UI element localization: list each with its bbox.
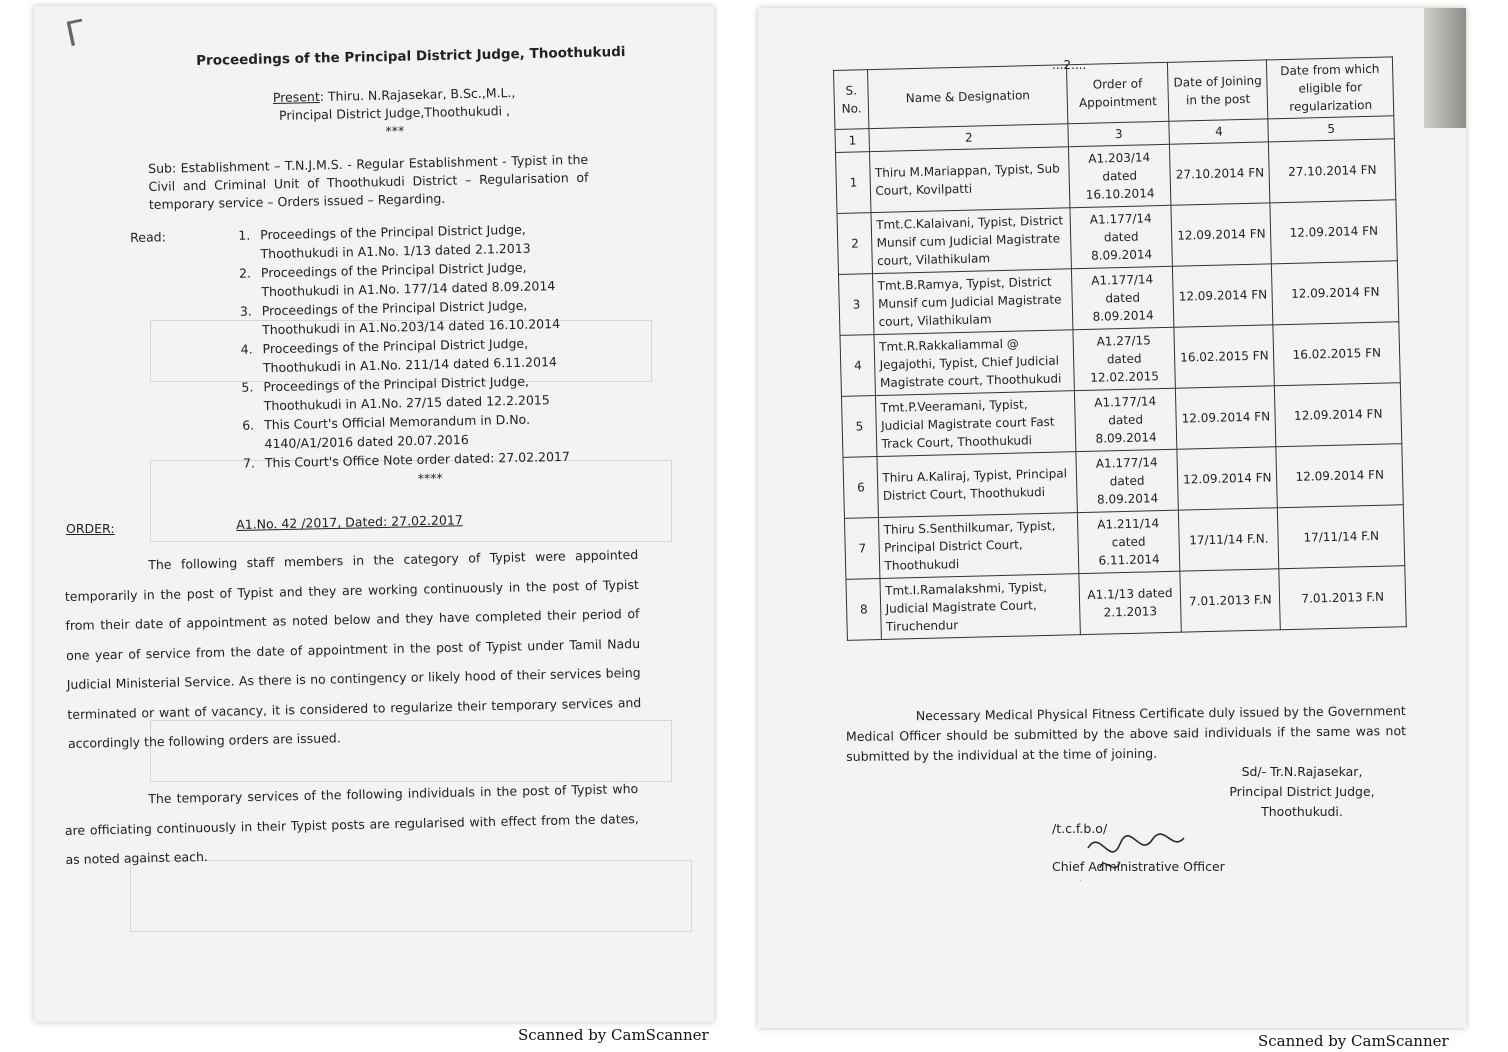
cell-eligible-date: 12.09.2014 FN bbox=[1276, 444, 1403, 508]
page-number: ...2.... bbox=[1052, 58, 1087, 72]
signatory-post: Principal District Judge, bbox=[1229, 784, 1375, 799]
cell-joining-date: 7.01.2013 F.N bbox=[1180, 569, 1281, 632]
present-block bbox=[224, 83, 565, 144]
cell-name: Tmt.R.Rakkaliammal @ Jegajothi, Typist, Chief Judicial Magistrate court, Thoothukudi bbox=[874, 330, 1074, 396]
background-edge bbox=[1424, 8, 1466, 128]
cell-eligible-date: 12.09.2014 FN bbox=[1270, 200, 1397, 264]
present-label: Present bbox=[272, 88, 320, 105]
cell-order: A1.177/14 dated 8.09.2014 bbox=[1074, 388, 1177, 451]
present-name: : Thiru. N.Rajasekar, B.Sc.,M.L., bbox=[319, 84, 516, 104]
cell-eligible-date: 27.10.2014 FN bbox=[1269, 139, 1396, 203]
read-item: 3. Proceedings of the Principal District Judge, Thoothukudi in A1.No.203/14 dated 16.10.2014 bbox=[256, 294, 603, 339]
scanner-footer: Scanned by CamScanner bbox=[518, 1026, 709, 1044]
cell-order: A1.1/13 dated 2.1.2013 bbox=[1079, 571, 1182, 634]
column-number: 2 bbox=[869, 124, 1068, 152]
cell-sno: 8 bbox=[846, 578, 882, 640]
cell-order: A1.211/14 cated 6.11.2014 bbox=[1077, 510, 1180, 573]
column-header: Date from which eligible for regularization bbox=[1267, 57, 1394, 119]
read-label: Read: bbox=[130, 229, 166, 245]
cell-eligible-date: 12.09.2014 FN bbox=[1272, 261, 1399, 325]
column-header: Order of Appointment bbox=[1066, 62, 1169, 123]
order-reference: A1.No. 42 /2017, Dated: 27.02.2017 bbox=[236, 512, 463, 532]
read-item: 6. This Court's Official Memorandum in D.No. 4140/A1/2016 dated 20.07.2016 bbox=[258, 408, 605, 453]
column-number: 4 bbox=[1169, 119, 1269, 144]
cell-sno: 4 bbox=[840, 335, 876, 397]
column-number: 1 bbox=[835, 129, 870, 153]
cell-order: A1.177/14 dated 8.09.2014 bbox=[1070, 205, 1173, 268]
read-item: 1. Proceedings of the Principal District Judge, Thoothukudi in A1.No. 1/13 dated 2.1.2013 bbox=[254, 218, 601, 263]
true-copy-mark: /t.c.f.b.o/ bbox=[1052, 821, 1108, 836]
read-item: 2. Proceedings of the Principal District Judge, Thoothukudi in A1.No. 177/14 dated 8.09.2014 bbox=[255, 256, 602, 301]
cell-sno: 3 bbox=[838, 274, 874, 336]
cell-eligible-date: 16.02.2015 FN bbox=[1273, 322, 1400, 386]
read-item: 5. Proceedings of the Principal District Judge, Thoothukudi in A1.No. 27/15 dated 12.2.2015 bbox=[257, 370, 604, 415]
column-header: Date of Joining in the post bbox=[1168, 60, 1269, 121]
cell-joining-date: 17/11/14 F.N. bbox=[1179, 508, 1280, 571]
cell-order: A1.177/14 dated 8.09.2014 bbox=[1071, 266, 1174, 329]
cell-eligible-date: 7.01.2013 F.N bbox=[1279, 566, 1406, 630]
cell-name: Tmt.C.Kalaivani, Typist, District Munsif cum Judicial Magistrate court, Vilathikulam bbox=[871, 208, 1071, 274]
cell-name: Tmt.I.Ramalakshmi, Typist, Judicial Magistrate Court, Tiruchendur bbox=[880, 574, 1080, 640]
medical-certificate-note: Necessary Medical Physical Fitness Certificate duly issued by the Government Medical Officer should be submitted by the above said individuals if the same was not submitted by the individual at the time of joining. bbox=[845, 703, 1407, 764]
signatory-name: Sd/- Tr.N.Rajasekar, bbox=[1241, 764, 1363, 779]
subject-line: Sub: Establishment – T.N.J.M.S. - Regular Establishment - Typist in the Civil and Criminal Unit of Thoothukudi District – Regularisation of temporary service – Orders issued – Regarding. bbox=[148, 151, 589, 212]
column-number: 5 bbox=[1268, 116, 1394, 142]
cell-name: Tmt.P.Veeramani, Typist, Judicial Magistrate court Fast Track Court, Thoothukudi bbox=[876, 391, 1076, 457]
read-list bbox=[130, 218, 605, 494]
column-number: 3 bbox=[1068, 121, 1170, 146]
present-post: Principal District Judge,Thoothukudi , bbox=[278, 103, 511, 123]
cell-order: A1.27/15 dated 12.02.2015 bbox=[1073, 327, 1176, 390]
separator-stars: *** bbox=[385, 123, 405, 139]
read-item: 7. This Court's Office Note order dated: 27.02.2017 bbox=[259, 446, 605, 472]
cell-order: A1.177/14 dated 8.09.2014 bbox=[1076, 449, 1179, 512]
column-header: Name & Designation bbox=[868, 65, 1068, 129]
cell-sno: 7 bbox=[844, 518, 880, 580]
cell-sno: 1 bbox=[836, 152, 872, 214]
chief-administrative-officer: Chief Administrative Officer bbox=[1052, 859, 1225, 874]
order-paragraph-2: The temporary services of the following individuals in the post of Typist who are officiating continuously in their Typist posts are regularised with effect from the dates, as noted against each. bbox=[64, 780, 639, 867]
cell-name: Thiru S.Senthilkumar, Typist, Principal District Court, Thoothukudi bbox=[879, 513, 1079, 579]
column-header: S. No. bbox=[834, 70, 870, 130]
cell-name: Tmt.B.Ramya, Typist, District Munsif cum Judicial Magistrate court, Vilathikulam bbox=[873, 269, 1073, 335]
cell-name: Thiru A.Kaliraj, Typist, Principal District Court, Thoothukudi bbox=[877, 452, 1077, 518]
cell-sno: 2 bbox=[837, 213, 873, 275]
separator-stars: **** bbox=[417, 470, 443, 487]
signatory-place: Thoothukudi. bbox=[1261, 804, 1343, 819]
cell-joining-date: 16.02.2015 FN bbox=[1174, 325, 1275, 388]
tick-mark-icon: Γ bbox=[62, 12, 89, 56]
cell-eligible-date: 17/11/14 F.N bbox=[1278, 505, 1405, 569]
cell-joining-date: 12.09.2014 FN bbox=[1177, 447, 1278, 510]
table-row bbox=[846, 566, 1406, 641]
read-item: 4. Proceedings of the Principal District Judge, Thoothukudi in A1.No. 211/14 dated 6.11.2014 bbox=[256, 332, 603, 377]
cell-joining-date: 27.10.2014 FN bbox=[1170, 142, 1271, 205]
cell-joining-date: 12.09.2014 FN bbox=[1176, 386, 1277, 449]
cell-eligible-date: 12.09.2014 FN bbox=[1275, 383, 1402, 447]
cell-joining-date: 12.09.2014 FN bbox=[1173, 264, 1274, 327]
signature-block bbox=[1224, 762, 1380, 822]
order-paragraph-1: The following staff members in the category of Typist were appointed temporarily in the post of Typist and they are working continuously in the post of Typist from their date of appointment as noted below and they have completed their period of one year of service from the date of appointment in the post of Typist under Tamil Nadu Judicial Ministerial Service. As there is no contingency or likely hood of their services being terminated or want of vacancy, it is considered to regularize their temporary services and accordingly the following orders are issued. bbox=[64, 546, 642, 751]
cell-name: Thiru M.Mariappan, Typist, Sub Court, Kovilpatti bbox=[870, 147, 1070, 213]
cell-joining-date: 12.09.2014 FN bbox=[1171, 203, 1272, 266]
cell-sno: 6 bbox=[843, 457, 879, 519]
cell-sno: 5 bbox=[841, 396, 877, 458]
scanner-footer: Scanned by CamScanner bbox=[1258, 1032, 1449, 1050]
staff-table bbox=[833, 56, 1407, 641]
cell-order: A1.203/14 dated 16.10.2014 bbox=[1068, 144, 1171, 207]
document-title: Proceedings of the Principal District Judge, Thoothukudi bbox=[196, 44, 626, 69]
order-label: ORDER: bbox=[66, 521, 115, 536]
